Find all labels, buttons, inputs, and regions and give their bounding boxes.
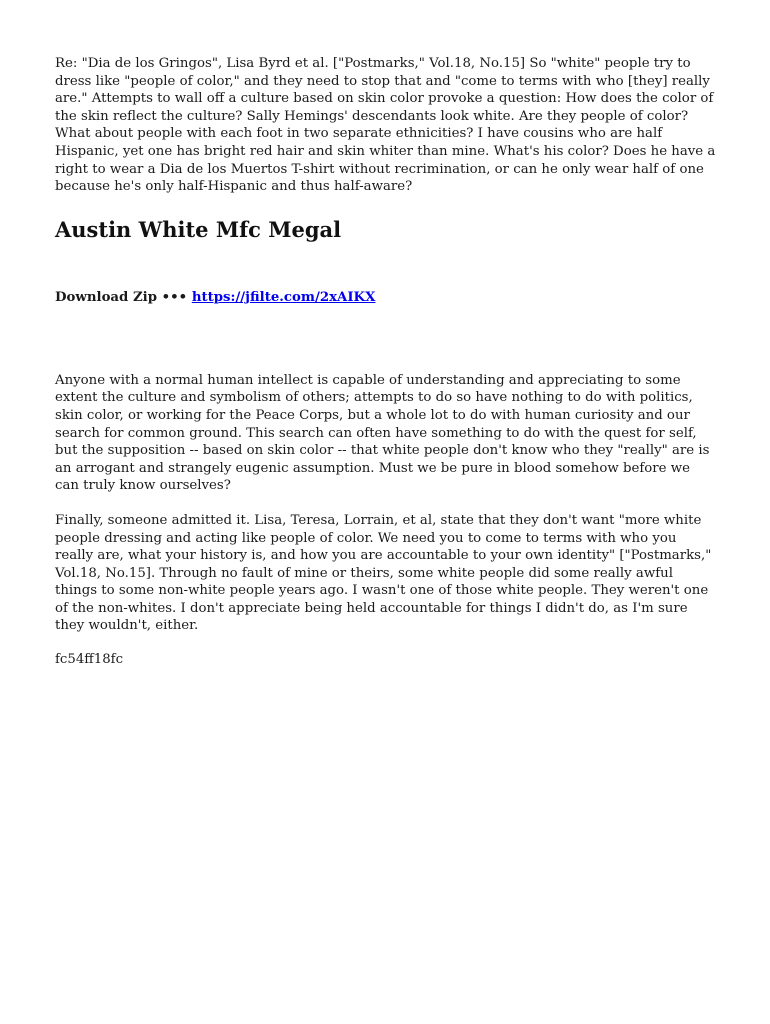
download-line: [55, 289, 717, 307]
intro-paragraph: Re: "Dia de los Gringos", Lisa Byrd et al. ["Postmarks," Vol.18, No.15] So "white" people try to dress like "people of color," and they need to stop that and "come to terms with who [they] really are." Attempts to wall off a culture based on skin color provoke a question: How does the color of the skin reflect the culture? Sally Hemings' descendants look white. Are they people of color? What about people with each foot in two separate ethnicities? I have cousins who are half Hispanic, yet one has bright red hair and skin whiter than mine. What's his color? Does he have a right to wear a Dia de los Muertos T-shirt without recrimination, or can he only wear half of one because he's only half-Hispanic and thus half-aware?: [55, 56, 716, 195]
body-paragraph-2: Finally, someone admitted it. Lisa, Teresa, Lorrain, et al, state that they don't want "more white people dressing and acting like people of color. We need you to come to terms with who you really are, what your history is, and how you are accountable to your own identity" ["Postmarks," Vol.18, No.15]. Through no fault of mine or theirs, some white people did some really awful things to some non-white people years ago. I wasn't one of those white people. They weren't one of the non-whites. I don't appreciate being held accountable for things I didn't do, as I'm sure they wouldn't, either.: [55, 512, 712, 634]
document-page: [55, 55, 717, 669]
download-link[interactable]: https://jfilte.com/2xAIKX: [191, 289, 376, 305]
footer-code: fc54ff18fc: [55, 652, 124, 668]
body-paragraph-1: Anyone with a normal human intellect is capable of understanding and appreciating to some extent the culture and symbolism of others; attempts to do so have nothing to do with politics, skin color, or working for the Peace Corps, but a whole lot to do with human curiosity and our search for common ground. This search can often have something to do with the quest for self, but the supposition -- based on skin color -- that white people don't know who they "really" are is an arrogant and strangely eugenic assumption. Must we be pure in blood somehow before we can truly know ourselves?: [55, 372, 710, 494]
download-label: Download Zip •••: [55, 289, 188, 305]
page-title: Austin White Mfc Megal: [55, 216, 342, 242]
